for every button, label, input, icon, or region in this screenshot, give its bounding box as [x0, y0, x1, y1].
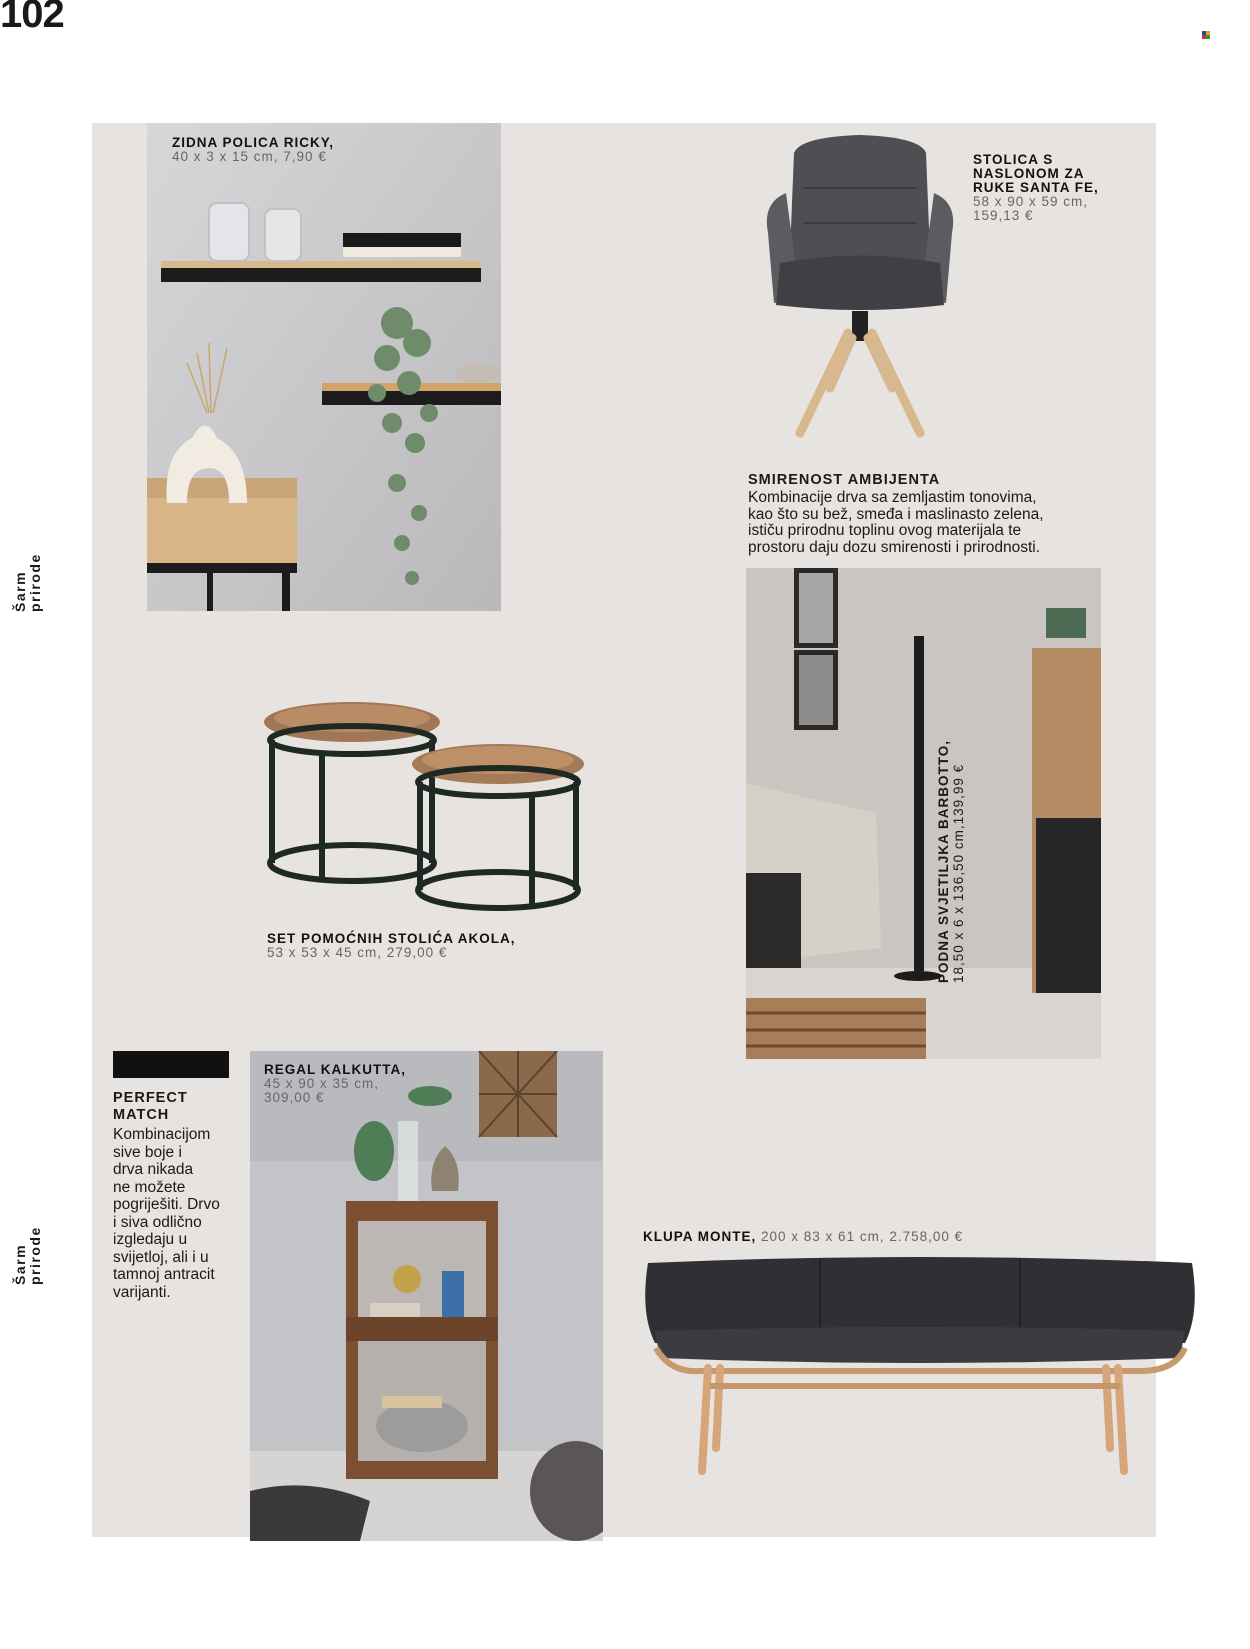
shelf-details: 40 x 3 x 15 cm, 7,90 € [172, 149, 327, 164]
chair-caption [973, 153, 1099, 223]
match-line: ne možete [113, 1178, 186, 1196]
chair-photo [760, 133, 960, 453]
match-line: izgledaju u [113, 1231, 188, 1248]
ambient-line: Kombinacije drva sa zemljastim tonovima, [748, 489, 1037, 506]
lamp-caption [936, 740, 966, 983]
accent-bar [113, 1051, 229, 1078]
match-line: svijetloj, ali i u [113, 1248, 209, 1266]
ambient-heading: SMIRENOST AMBIJENTA [748, 472, 941, 488]
shelf-caption [172, 136, 334, 164]
match-line: Kombinacijom [113, 1126, 211, 1143]
match-line: sive boje i [113, 1143, 182, 1161]
article-perfect-match [113, 1090, 243, 1301]
side-tables-caption [267, 932, 516, 960]
match-line: varijanti. [113, 1283, 171, 1301]
match-body [113, 1126, 243, 1301]
shelf-photo [147, 123, 501, 611]
lamp-details: 18,50 x 6 x 136,50 cm,139,99 € [951, 763, 966, 983]
chair-name-3: RUKE SANTA FE, [973, 180, 1099, 195]
regal-details-1: 45 x 90 x 35 cm, [264, 1076, 380, 1091]
ambient-line: ističu prirodnu toplinu ovog materijala te [748, 522, 1022, 539]
side-tables-details: 53 x 53 x 45 cm, 279,00 € [267, 945, 448, 960]
side-tables-name: SET POMOĆNIH STOLIĆA AKOLA, [267, 931, 516, 946]
bench-photo [640, 1253, 1200, 1483]
match-line: tamnoj antracit [113, 1266, 215, 1283]
regal-details-2: 309,00 € [264, 1090, 325, 1105]
shelf-name: ZIDNA POLICA RICKY, [172, 135, 335, 150]
ambient-line: kao što su bež, smeđa i maslinasto zelena, [748, 505, 1044, 523]
chair-details-1: 58 x 90 x 59 cm, [973, 194, 1089, 209]
ambient-line: prostoru daju dozu smirenosti i prirodnosti. [748, 538, 1041, 556]
chair-name-2: NASLONOM ZA [973, 166, 1085, 181]
regal-caption [264, 1063, 406, 1105]
match-line: pogriješiti. Drvo [113, 1196, 220, 1213]
bench-name: KLUPA MONTE, [643, 1229, 757, 1244]
section-label-top: Šarm prirode [12, 553, 43, 612]
bench-caption [643, 1230, 963, 1244]
bench-details: 200 x 83 x 61 cm, 2.758,00 € [761, 1229, 964, 1244]
regal-name: REGAL KALKUTTA, [264, 1062, 406, 1077]
lamp-name: PODNA SVJETILJKA BARBOTTO, [936, 739, 951, 983]
regal-photo [250, 1051, 603, 1541]
side-tables-photo [262, 698, 594, 914]
chair-details-2: 159,13 € [973, 208, 1034, 223]
match-heading-2: MATCH [113, 1107, 170, 1123]
ambient-body [748, 490, 1088, 556]
living-room-photo [746, 568, 1101, 1059]
match-heading-1: PERFECT [113, 1090, 188, 1106]
match-line: drva nikada [113, 1161, 194, 1178]
article-ambient [748, 472, 1088, 556]
match-line: i siva odlično [113, 1213, 202, 1231]
brand-logo-icon [1202, 31, 1210, 39]
page-number: 102 [0, 0, 64, 36]
chair-name-1: STOLICA S [973, 152, 1054, 167]
section-label-bottom: Šarm prirode [12, 1226, 43, 1285]
